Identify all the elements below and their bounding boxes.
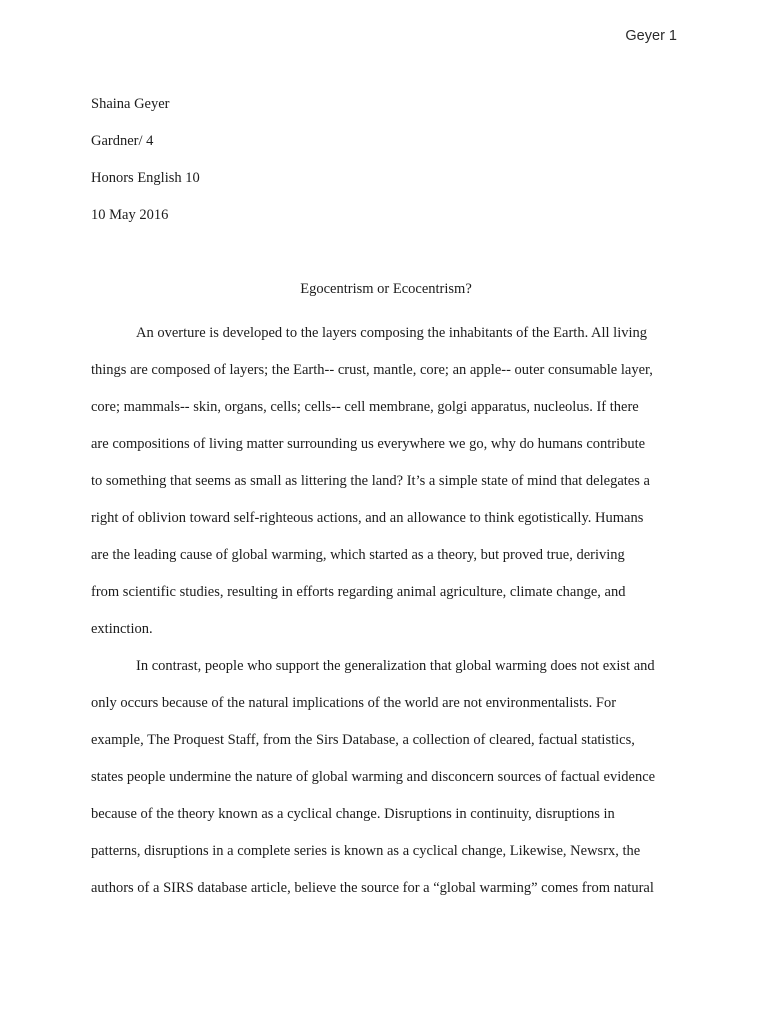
paragraph-line: things are composed of layers; the Earth-- crust, mantle, core; an apple-- outer consumable layer,: [91, 362, 653, 378]
paragraph-line: only occurs because of the natural implications of the world are not environmentalists. For: [91, 695, 617, 711]
teacher-name: Gardner/ 4: [91, 133, 154, 149]
paragraph-line: In contrast, people who support the generalization that global warming does not exist and: [136, 658, 655, 674]
author-name: Shaina Geyer: [91, 96, 170, 112]
paragraph-line: to something that seems as small as littering the land? It’s a simple state of mind that delegates a: [91, 473, 650, 489]
paragraph-line: authors of a SIRS database article, believe the source for a “global warming” comes from natural: [91, 880, 654, 896]
paragraph-line: are the leading cause of global warming, which started as a theory, but proved true, deriving: [91, 547, 625, 563]
paragraph-line: states people undermine the nature of global warming and disconcern sources of factual evidence: [91, 769, 656, 785]
running-header-page-number: Geyer 1: [625, 28, 677, 44]
mla-heading: [91, 94, 681, 242]
paragraph-line: from scientific studies, resulting in efforts regarding animal agriculture, climate change, and: [91, 584, 626, 600]
paragraph-line: example, The Proquest Staff, from the Sirs Database, a collection of cleared, factual statistics,: [91, 732, 635, 748]
course-name: Honors English 10: [91, 170, 200, 186]
paragraph-line: patterns, disruptions in a complete series is known as a cyclical change, Likewise, Newsrx, the: [91, 843, 641, 859]
paragraph-line: are compositions of living matter surrounding us everywhere we go, why do humans contribute: [91, 436, 646, 452]
paragraph-line: core; mammals-- skin, organs, cells; cells-- cell membrane, golgi apparatus, nucleolus. If there: [91, 399, 639, 415]
paragraph-line: extinction.: [91, 621, 153, 637]
paragraph-line: because of the theory known as a cyclical change. Disruptions in continuity, disruptions in: [91, 806, 615, 822]
essay-body: [91, 315, 681, 907]
paragraph-line: right of oblivion toward self-righteous actions, and an allowance to think egotistically. Humans: [91, 510, 644, 526]
paragraph-line: An overture is developed to the layers composing the inhabitants of the Earth. All living: [136, 325, 648, 341]
essay-title: Egocentrism or Ecocentrism?: [300, 281, 472, 297]
essay-date: 10 May 2016: [91, 207, 169, 223]
